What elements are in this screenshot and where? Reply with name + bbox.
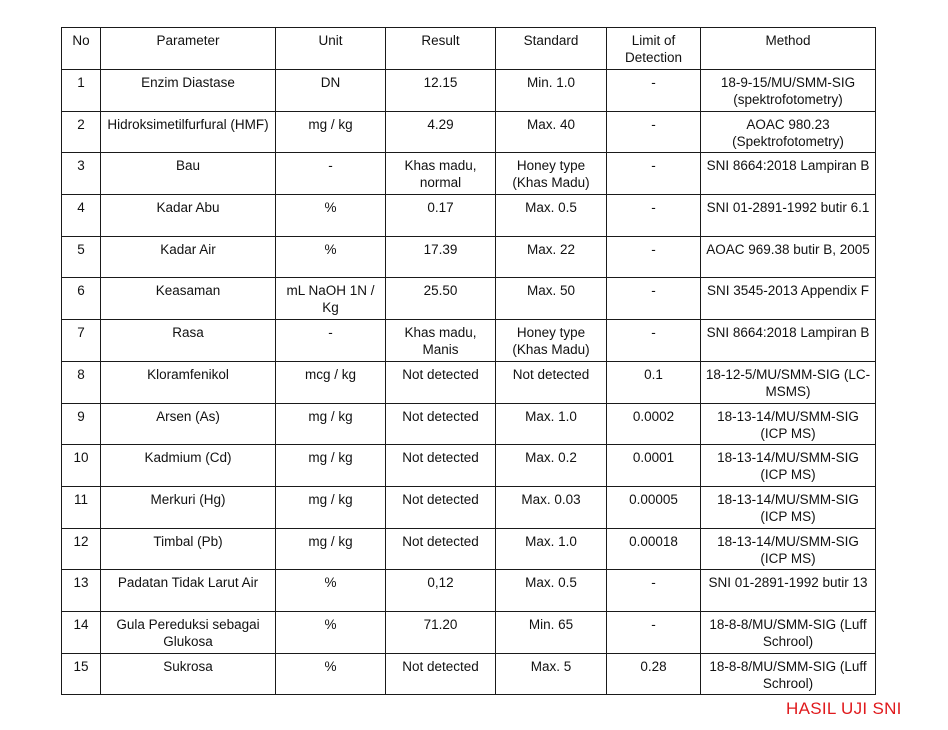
cell-standard: Not detected — [496, 361, 607, 403]
table-row — [62, 445, 876, 487]
cell-unit: % — [276, 653, 386, 695]
cell-limit-of-detection: - — [607, 70, 701, 112]
cell-no: 12 — [62, 528, 101, 570]
cell-parameter: Hidroksimetilfurfural (HMF) — [101, 111, 276, 153]
cell-method: SNI 8664:2018 Lampiran B — [701, 153, 876, 195]
cell-unit: mg / kg — [276, 528, 386, 570]
header-unit: Unit — [276, 28, 386, 70]
header-standard: Standard — [496, 28, 607, 70]
cell-limit-of-detection: - — [607, 111, 701, 153]
cell-unit: % — [276, 236, 386, 278]
cell-standard: Max. 1.0 — [496, 403, 607, 445]
cell-method: 18-9-15/MU/SMM-SIG (spektrofotometry) — [701, 70, 876, 112]
cell-no: 14 — [62, 611, 101, 653]
cell-standard: Honey type (Khas Madu) — [496, 320, 607, 362]
cell-method: 18-13-14/MU/SMM-SIG (ICP MS) — [701, 403, 876, 445]
cell-no: 7 — [62, 320, 101, 362]
cell-unit: mg / kg — [276, 445, 386, 487]
cell-method: SNI 3545-2013 Appendix F — [701, 278, 876, 320]
table-row — [62, 195, 876, 237]
cell-no: 3 — [62, 153, 101, 195]
cell-method: AOAC 969.38 butir B, 2005 — [701, 236, 876, 278]
cell-parameter: Arsen (As) — [101, 403, 276, 445]
cell-limit-of-detection: 0.0002 — [607, 403, 701, 445]
cell-no: 5 — [62, 236, 101, 278]
cell-result: Not detected — [386, 445, 496, 487]
cell-standard: Honey type (Khas Madu) — [496, 153, 607, 195]
table-row — [62, 403, 876, 445]
cell-no: 15 — [62, 653, 101, 695]
cell-result: 12.15 — [386, 70, 496, 112]
cell-unit: - — [276, 320, 386, 362]
cell-method: 18-13-14/MU/SMM-SIG (ICP MS) — [701, 528, 876, 570]
cell-method: 18-8-8/MU/SMM-SIG (Luff Schrool) — [701, 653, 876, 695]
table-header-row — [62, 28, 876, 70]
cell-result: 0,12 — [386, 570, 496, 612]
cell-standard: Min. 65 — [496, 611, 607, 653]
header-no: No — [62, 28, 101, 70]
table-row — [62, 528, 876, 570]
cell-unit: mL NaOH 1N / Kg — [276, 278, 386, 320]
cell-standard: Max. 1.0 — [496, 528, 607, 570]
cell-no: 8 — [62, 361, 101, 403]
cell-method: 18-12-5/MU/SMM-SIG (LC-MSMS) — [701, 361, 876, 403]
cell-unit: mg / kg — [276, 111, 386, 153]
cell-standard: Max. 0.03 — [496, 486, 607, 528]
cell-standard: Max. 50 — [496, 278, 607, 320]
cell-parameter: Kloramfenikol — [101, 361, 276, 403]
header-limit-of-detection: Limit of Detection — [607, 28, 701, 70]
cell-unit: mg / kg — [276, 486, 386, 528]
cell-standard: Max. 0.5 — [496, 195, 607, 237]
table-row — [62, 361, 876, 403]
cell-unit: % — [276, 611, 386, 653]
cell-parameter: Merkuri (Hg) — [101, 486, 276, 528]
cell-no: 1 — [62, 70, 101, 112]
table-row — [62, 570, 876, 612]
cell-limit-of-detection: - — [607, 153, 701, 195]
cell-result: 71.20 — [386, 611, 496, 653]
cell-method: 18-13-14/MU/SMM-SIG (ICP MS) — [701, 445, 876, 487]
cell-limit-of-detection: 0.00018 — [607, 528, 701, 570]
cell-parameter: Gula Pereduksi sebagai Glukosa — [101, 611, 276, 653]
cell-limit-of-detection: - — [607, 320, 701, 362]
cell-limit-of-detection: - — [607, 570, 701, 612]
cell-limit-of-detection: 0.0001 — [607, 445, 701, 487]
cell-parameter: Rasa — [101, 320, 276, 362]
cell-result: Not detected — [386, 528, 496, 570]
cell-parameter: Padatan Tidak Larut Air — [101, 570, 276, 612]
header-parameter: Parameter — [101, 28, 276, 70]
cell-parameter: Bau — [101, 153, 276, 195]
cell-limit-of-detection: 0.1 — [607, 361, 701, 403]
cell-standard: Max. 5 — [496, 653, 607, 695]
table-row — [62, 653, 876, 695]
cell-parameter: Kadar Air — [101, 236, 276, 278]
cell-unit: % — [276, 570, 386, 612]
cell-parameter: Timbal (Pb) — [101, 528, 276, 570]
table-row — [62, 153, 876, 195]
table-row — [62, 236, 876, 278]
cell-method: SNI 8664:2018 Lampiran B — [701, 320, 876, 362]
table-row — [62, 611, 876, 653]
cell-parameter: Kadmium (Cd) — [101, 445, 276, 487]
cell-result: 0.17 — [386, 195, 496, 237]
cell-result: Khas madu, normal — [386, 153, 496, 195]
cell-standard: Min. 1.0 — [496, 70, 607, 112]
cell-no: 6 — [62, 278, 101, 320]
table-row — [62, 320, 876, 362]
cell-unit: % — [276, 195, 386, 237]
cell-standard: Max. 0.2 — [496, 445, 607, 487]
table-row — [62, 111, 876, 153]
cell-limit-of-detection: - — [607, 611, 701, 653]
cell-method: SNI 01-2891-1992 butir 13 — [701, 570, 876, 612]
hasil-uji-sni-label: HASIL UJI SNI — [786, 699, 902, 718]
cell-method: 18-13-14/MU/SMM-SIG (ICP MS) — [701, 486, 876, 528]
cell-unit: - — [276, 153, 386, 195]
table-row — [62, 486, 876, 528]
cell-result: 25.50 — [386, 278, 496, 320]
header-method: Method — [701, 28, 876, 70]
cell-result: Not detected — [386, 403, 496, 445]
cell-parameter: Enzim Diastase — [101, 70, 276, 112]
cell-limit-of-detection: - — [607, 278, 701, 320]
results-table — [61, 27, 876, 695]
cell-limit-of-detection: 0.00005 — [607, 486, 701, 528]
cell-limit-of-detection: - — [607, 236, 701, 278]
cell-parameter: Kadar Abu — [101, 195, 276, 237]
header-result: Result — [386, 28, 496, 70]
cell-no: 13 — [62, 570, 101, 612]
cell-result: Not detected — [386, 653, 496, 695]
cell-parameter: Sukrosa — [101, 653, 276, 695]
cell-no: 2 — [62, 111, 101, 153]
cell-unit: mcg / kg — [276, 361, 386, 403]
cell-no: 11 — [62, 486, 101, 528]
cell-result: Khas madu, Manis — [386, 320, 496, 362]
cell-result: 17.39 — [386, 236, 496, 278]
cell-method: 18-8-8/MU/SMM-SIG (Luff Schrool) — [701, 611, 876, 653]
table-row — [62, 278, 876, 320]
cell-no: 4 — [62, 195, 101, 237]
cell-method: SNI 01-2891-1992 butir 6.1 — [701, 195, 876, 237]
cell-limit-of-detection: - — [607, 195, 701, 237]
cell-result: Not detected — [386, 361, 496, 403]
cell-result: Not detected — [386, 486, 496, 528]
cell-standard: Max. 40 — [496, 111, 607, 153]
cell-result: 4.29 — [386, 111, 496, 153]
cell-limit-of-detection: 0.28 — [607, 653, 701, 695]
table-row — [62, 70, 876, 112]
cell-standard: Max. 22 — [496, 236, 607, 278]
cell-unit: mg / kg — [276, 403, 386, 445]
cell-parameter: Keasaman — [101, 278, 276, 320]
cell-standard: Max. 0.5 — [496, 570, 607, 612]
cell-method: AOAC 980.23 (Spektrofotometry) — [701, 111, 876, 153]
cell-unit: DN — [276, 70, 386, 112]
cell-no: 10 — [62, 445, 101, 487]
cell-no: 9 — [62, 403, 101, 445]
